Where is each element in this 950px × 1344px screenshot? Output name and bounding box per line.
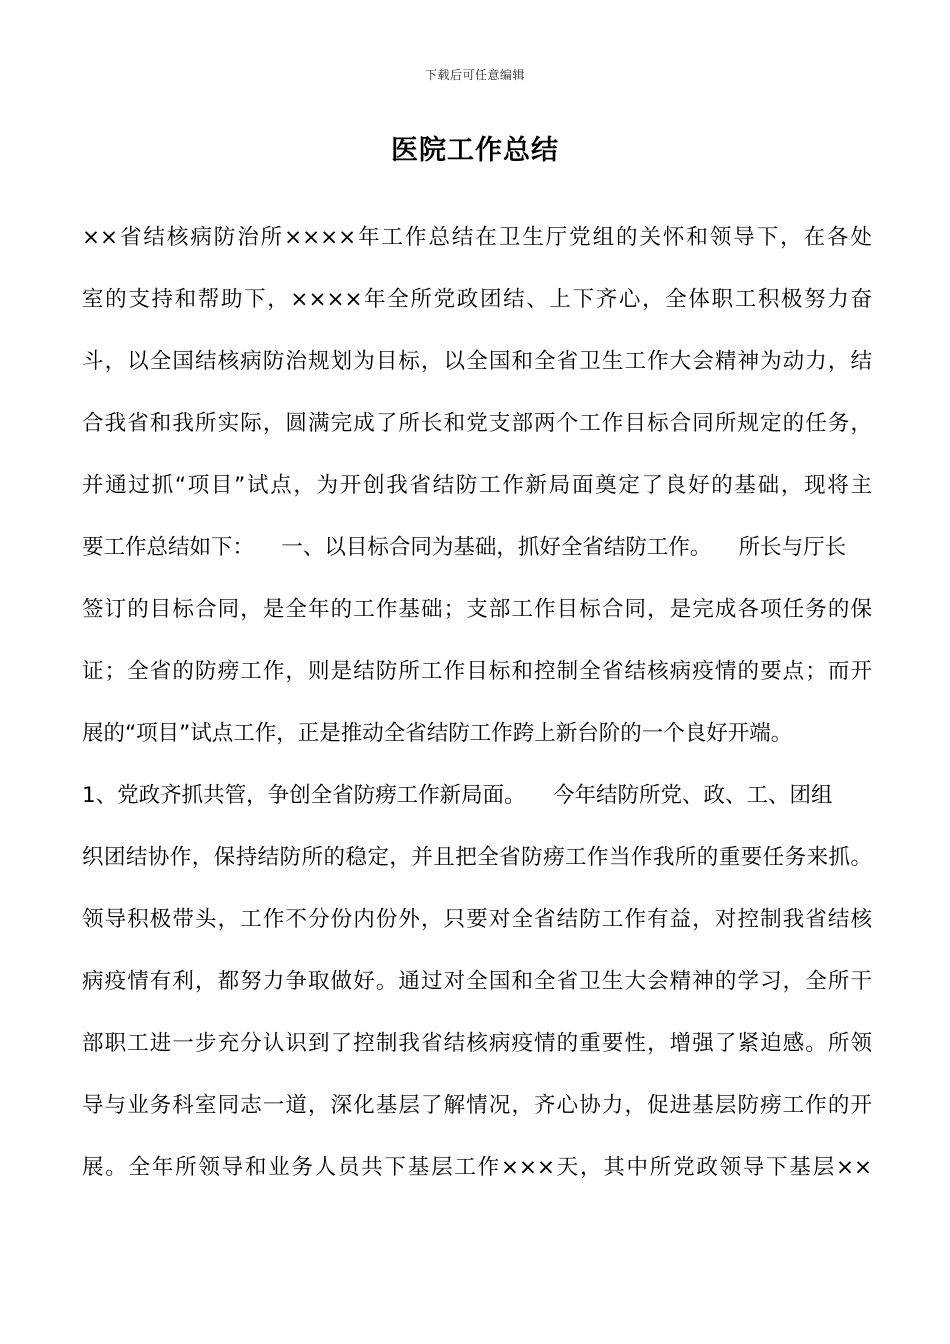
body-line: 签订的目标合同，是全年的工作基础；支部工作目标合同，是完成各项任务的保 [82,597,872,622]
body-line: 织团结协作，保持结防所的稳定，并且把全省防痨工作当作我所的重要任务来抓。 [82,845,872,870]
header-note: 下载后可任意编辑 [424,68,525,82]
body-line: 展。全年所领导和业务人员共下基层工作×××天，其中所党政领导下基层×× [82,1155,872,1180]
body-line: 斗，以全国结核病防治规划为目标，以全国和全省卫生工作大会精神为动力，结 [82,349,872,374]
body-line: 导与业务科室同志一道，深化基层了解情况，齐心协力，促进基层防痨工作的开 [82,1093,872,1118]
body-line: 领导积极带头，工作不分份内份外，只要对全省结防工作有益，对控制我省结核 [82,907,872,932]
document-title: 医院工作总结 [391,135,559,166]
body-line: 展的“项目”试点工作，正是推动全省结防工作跨上新台阶的一个良好开端。 [82,721,793,746]
body-line: 合我省和我所实际，圆满完成了所长和党支部两个工作目标合同所规定的任务， [82,411,872,436]
body-line: ××省结核病防治所××××年工作总结在卫生厅党组的关怀和领导下，在各处 [82,225,872,250]
body-line: 部职工进一步充分认识到了控制我省结核病疫情的重要性，增强了紧迫感。所领 [82,1031,872,1056]
body-line: 证；全省的防痨工作，则是结防所工作目标和控制全省结核病疫情的要点；而开 [82,659,872,684]
document-body [82,220,872,1212]
body-line: 并通过抓“项目”试点，为开创我省结防工作新局面奠定了良好的基础，现将主 [82,473,872,498]
body-line: 要工作总结如下： 一、以目标合同为基础，抓好全省结防工作。 所长与厅长 [82,535,847,560]
body-line: 室的支持和帮助下，××××年全所党政团结、上下齐心，全体职工积极努力奋 [82,287,872,312]
body-line: 1、党政齐抓共管，争创全省防痨工作新局面。 今年结防所党、政、工、团组 [82,783,833,808]
body-line: 病疫情有利，都努力争取做好。通过对全国和全省卫生大会精神的学习，全所干 [82,969,872,994]
